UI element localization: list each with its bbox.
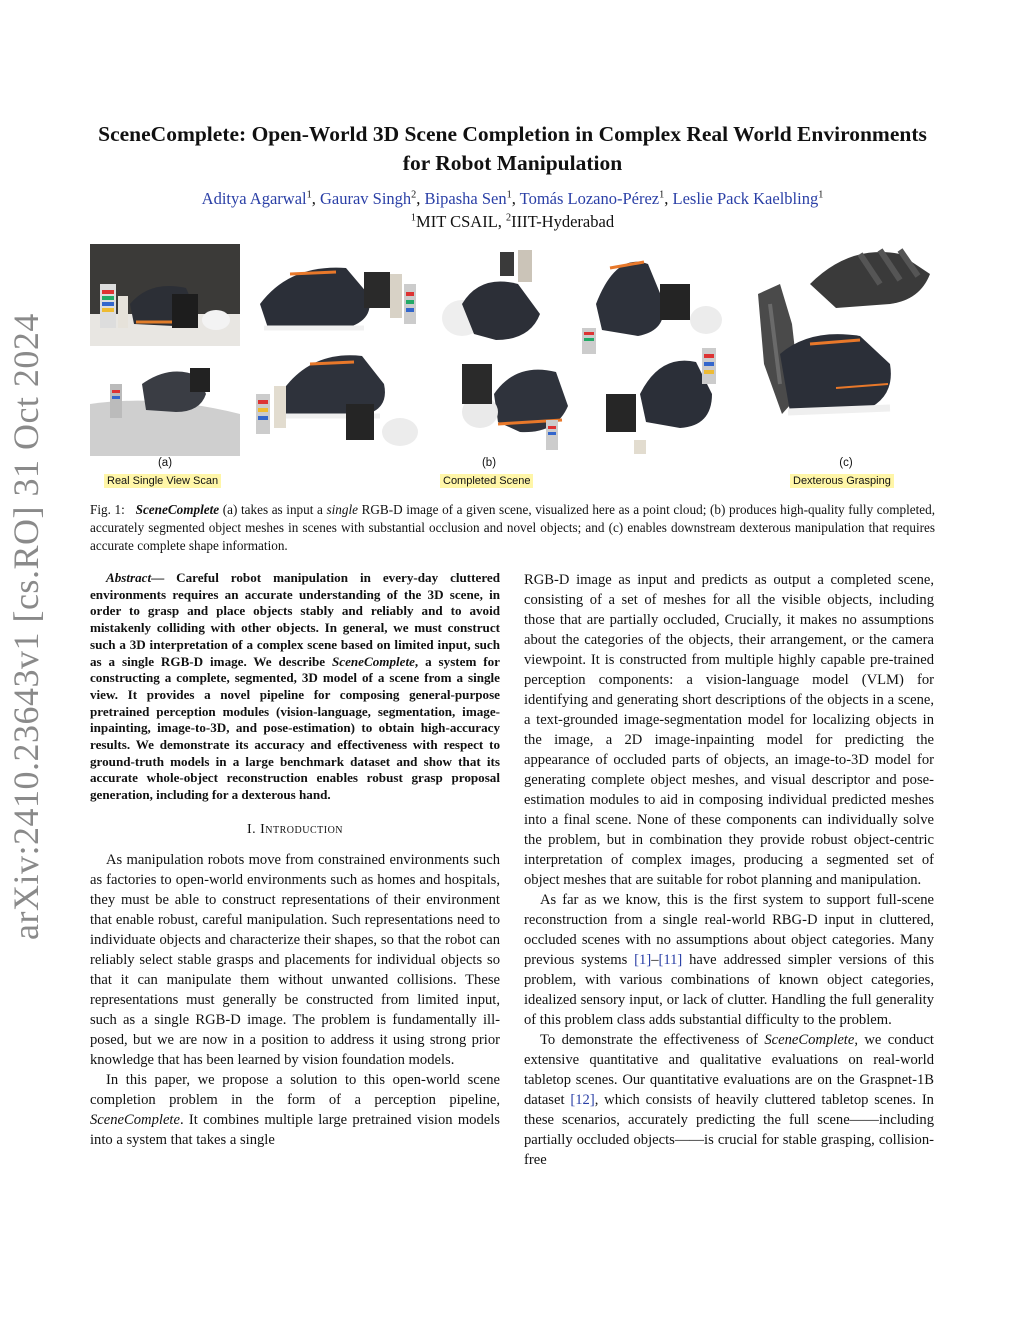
paper-title: SceneComplete: Open-World 3D Scene Completion in Complex Real World Environments for Robot Manipulation — [98, 122, 927, 175]
panel-c-letter: (c) — [839, 457, 853, 469]
abstract-dash: — — [151, 570, 177, 585]
paragraph-text: As far as we know, this is the first system to support full-scene reconstruction from a single real-world RBG-D input in cluttered, occluded scenes with no assumptions about object categories. Many previous systems — [524, 892, 934, 968]
paragraph — [524, 1030, 934, 1170]
section-heading — [90, 820, 500, 840]
paragraph — [90, 1070, 500, 1150]
panel-a-label: Real Single View Scan — [104, 474, 221, 488]
author-name[interactable]: Gaurav Singh — [319, 189, 412, 208]
caption-text: (a) takes as input a — [219, 502, 327, 517]
left-column — [90, 570, 500, 1150]
paragraph: As manipulation robots move from constrained environments such as factories to open-world environments such as homes and hospitals, they must be able to construct representations of their environment that enable robust, careful manipulation. Such representations need to individuate objects and characterize their shapes, so that the robot can reliably select stable grasps and placements for individual objects so that it can manipulate them without unwanted collisions. These representations must generally be constructed from limited input, such as a single RGB-D image. The problem is fundamentally ill-posed, but we are now in a position to address it using strong prior knowledge that has been learned by vision foundation models. — [90, 851, 500, 1068]
right-column — [524, 570, 934, 1170]
panel-a-letter: (a) — [157, 457, 173, 469]
affiliation-marker: 1 — [410, 212, 417, 224]
caption-emphasis: single — [326, 502, 358, 517]
panel-a-image — [90, 244, 240, 456]
abstract-label: Abstract — [106, 570, 152, 585]
affiliation-marker: 2 — [411, 189, 417, 201]
section-number: I. — [246, 821, 261, 837]
citation-link[interactable]: [11] — [658, 952, 683, 968]
abstract — [90, 570, 500, 804]
paragraph-text: . It combines multiple large pretrained vision models into a system that takes a single — [90, 1111, 500, 1148]
affiliation-marker: 1 — [818, 189, 824, 201]
abstract-text: Careful robot manipulation in every-day cluttered environments requires an accurate understanding of the 3D scene, in order to grasp and place objects stably and reliably and to avoid mistakenly colliding with other objects. In general, we must construct such a 3D interpretation of a complex scene based on limited input, such as a single RGB-D image. We describe — [90, 570, 500, 669]
system-name: SceneComplete — [90, 1111, 180, 1128]
panel-c-label: Dexterous Grasping — [790, 474, 894, 488]
affiliation-marker: 1 — [659, 189, 665, 201]
caption-text: RGB-D image of a given scene, visualized here as a point cloud; (b) produces high-quality fully completed, accurately segmented object meshes in scenes with substantial occlusion and novel objects; and (c) enables downstream dexterous manipulation that requires accurate complete shape information. — [90, 502, 936, 553]
system-name: SceneComplete — [764, 1032, 855, 1048]
affiliation-name: IIIT-Hyderabad — [511, 212, 615, 231]
affiliation-name: MIT CSAIL, — [416, 212, 507, 231]
paragraph-text: In this paper, we propose a solution to this open-world scene completion problem in the form of a perception pipeline, — [90, 1071, 500, 1108]
paragraph-text: , we conduct extensive quantitative and qualitative evaluations on real-world tabletop scenes. Our quantitative evaluations are on the Graspnet-1B dataset — [524, 1032, 934, 1108]
figure-1 — [90, 244, 935, 492]
paragraph-text: , which consists of heavily cluttered tabletop scenes. In these scenarios, accurately predicting the full scene——including partially occluded objects——is crucial for stable grasping, collision-free — [524, 1092, 934, 1168]
panel-c-image — [740, 244, 935, 456]
figure-number: Fig. 1: — [90, 502, 125, 517]
arxiv-identifier: arXiv:2410.23643v1 [cs.RO] 31 Oct 2024 — [6, 313, 46, 940]
author-name[interactable]: Aditya Agarwal — [201, 189, 307, 208]
citation-link[interactable]: [12] — [570, 1092, 595, 1108]
affiliation-marker: 1 — [306, 189, 312, 201]
system-name: SceneComplete — [135, 502, 220, 517]
figure-caption — [90, 501, 935, 555]
author-name[interactable]: Bipasha Sen — [424, 189, 507, 208]
paragraph: RGB-D image as input and predicts as output a completed scene, consisting of a set of meshes for all the visible objects, including those that are partially occluded, Crucially, it makes no assumptions about the categories of the objects, their arrangement, or the camera viewpoint. It is constructed from multiple highly capable pre-trained perception components: a vision-language model (VLM) for identifying and generating short descriptions of the objects in a scene, a text-grounded image-segmentation model for localizing objects in the image, a 2D image-inpainting model for predicting the appearance of occluded parts of objects, an image-to-3D model for generating complete object meshes, and visual descriptor and pose-estimation modules to aid in composing individual predicted meshes into a final scene. None of these components can individually solve the problem, but in combination they provide robust object-centric interpretation of complex images, producing a segmented set of object meshes that are suitable for robot planning and manipulation. — [524, 572, 934, 888]
affiliation-marker: 2 — [506, 212, 512, 224]
affiliations — [90, 211, 935, 233]
panel-b-image — [250, 244, 730, 456]
panel-b-label: Completed Scene — [440, 474, 533, 488]
abstract-text: , a system for constructing a complete, segmented, 3D model of a scene from a single view. It provides a novel pipeline for composing general-purpose pretrained perception modules (vision-language, segmentation, image-inpainting, image-to-3D, and pose-estimation) to obtain high-accuracy results. We demonstrate its accuracy and effectiveness with respect to ground-truth models in a large benchmark dataset and show that its accurate whole-object reconstruction enables robust grasp proposal generation, including for a dexterous hand. — [90, 653, 500, 803]
panel-b-letter: (b) — [481, 457, 497, 469]
author-name[interactable]: Leslie Pack Kaelbling — [672, 189, 819, 208]
section-title: Introduction — [260, 821, 344, 837]
paragraph — [524, 890, 934, 1030]
system-name: SceneComplete — [331, 653, 415, 669]
paragraph-text: have addressed simpler versions of this problem, with various combinations of known object categories, idealized sensory input, or lack of clutter. Handling the full generality of this problem class adds substantial difficulty to the problem. — [524, 952, 935, 1028]
citation-link[interactable]: [1] — [634, 952, 652, 968]
author-name[interactable]: Tomás Lozano-Pérez — [519, 189, 660, 208]
paragraph-text: To demonstrate the effectiveness of — [540, 1032, 765, 1048]
author-list: Aditya Agarwal$^1$, Gaurav Singh$^2$, Bipasha Sen$^1$, Tomás Lozano-Pérez$^1$, Leslie Pack Kaelbling$^1$ — [201, 189, 824, 208]
affiliation-marker: 1 — [506, 189, 512, 201]
paragraph-text: – — [651, 952, 659, 968]
